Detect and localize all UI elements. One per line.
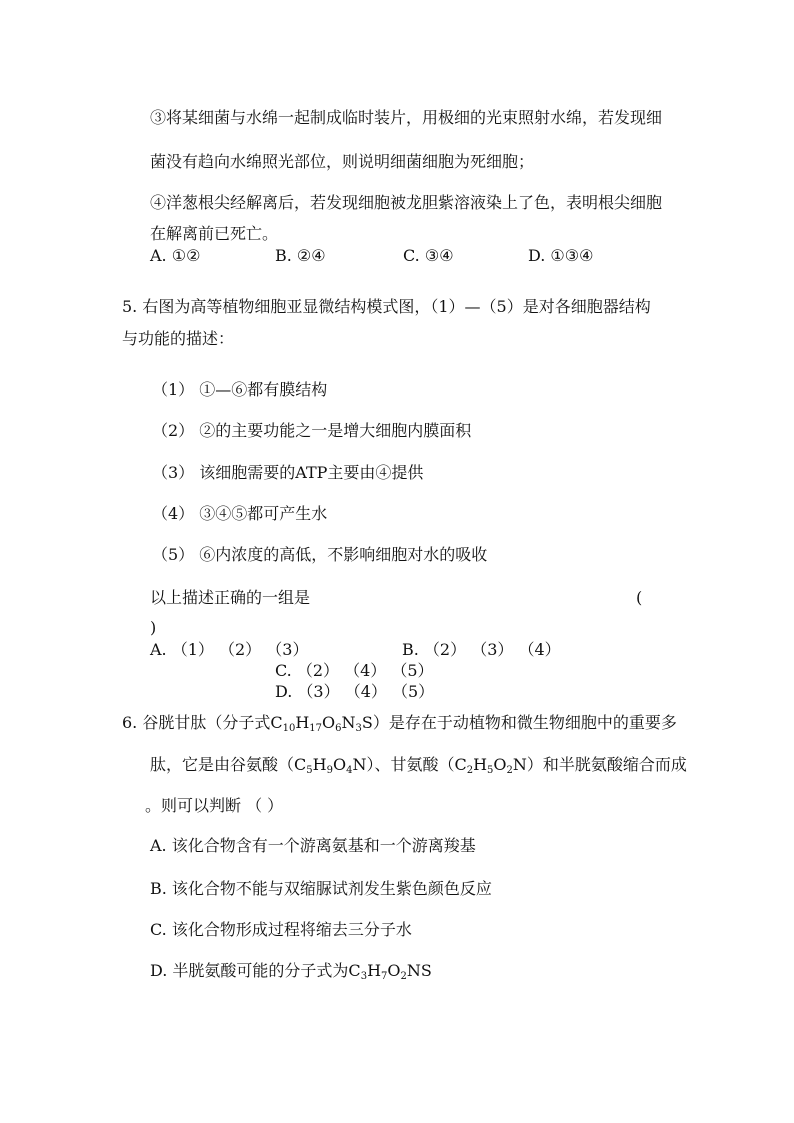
q5-answer-paren-close: )	[150, 618, 157, 637]
q5-statement-3: （3） 该细胞需要的ATP主要由④提供	[152, 463, 424, 482]
q4-item3-line1: ③将某细菌与水绵一起制成临时装片，用极细的光束照射水绵，若发现细	[150, 108, 663, 127]
q5-option-d: D. （3） （4） （5）	[275, 682, 435, 701]
q4-item4-line1: ④洋葱根尖经解离后，若发现细胞被龙胆紫溶液染上了色，表明根尖细胞	[150, 193, 663, 212]
q4-option-b: B. ②④	[275, 246, 326, 265]
q5-statement-1: （1） ①—⑥都有膜结构	[152, 380, 328, 399]
q5-statement-2: （2） ②的主要功能之一是增大细胞内膜面积	[152, 421, 472, 440]
q5-option-a: A. （1） （2） （3）	[150, 640, 309, 659]
q5-answer-paren-open: (	[636, 588, 643, 607]
q5-option-b: B. （2） （3） （4）	[402, 640, 561, 659]
q6-option-d: D. 半胱氨酸可能的分子式为$C_3H_7O_2NS$	[150, 961, 432, 982]
q6-stem-line3: 。则可以判断 （ ）	[145, 796, 284, 815]
q5-statement-4: （4） ③④⑤都可产生水	[152, 504, 328, 523]
q6-option-a: A. 该化合物含有一个游离氨基和一个游离羧基	[150, 836, 476, 855]
q4-option-d: D. ①③④	[528, 246, 594, 265]
q5-stem-line2: 与功能的描述：	[122, 329, 235, 348]
q4-option-c: C. ③④	[403, 246, 454, 265]
q6-option-c: C. 该化合物形成过程将缩去三分子水	[150, 920, 412, 939]
q6-option-b: B. 该化合物不能与双缩脲试剂发生紫色颜色反应	[150, 879, 492, 898]
q4-item3-line2: 菌没有趋向水绵照光部位，则说明细菌细胞为死细胞；	[150, 152, 535, 171]
q5-option-c: C. （2） （4） （5）	[275, 661, 434, 680]
q6-stem-line2: 肽，它是由谷氨酸$(C_5H_9O_4N)$、甘氨酸$(C_2H_5O_2N)$和半胱氨酸缩合而成	[150, 755, 687, 776]
q4-item4-line2: 在解离前已死亡。	[150, 224, 279, 243]
q5-stem-line1: 5. 右图为高等植物细胞亚显微结构模式图，（1）—（5）是对各细胞器结构	[122, 297, 651, 316]
q5-statement-5: （5） ⑥内浓度的高低，不影响细胞对水的吸收	[152, 545, 488, 564]
q5-prompt: 以上描述正确的一组是	[150, 588, 311, 607]
q4-option-a: A. ①②	[150, 246, 201, 265]
q6-stem-line1: 6. 谷胱甘肽（分子式$C_{10}H_{17}O_6N_3S$）是存在于动植物和微生物细胞中的重要多	[122, 713, 677, 734]
